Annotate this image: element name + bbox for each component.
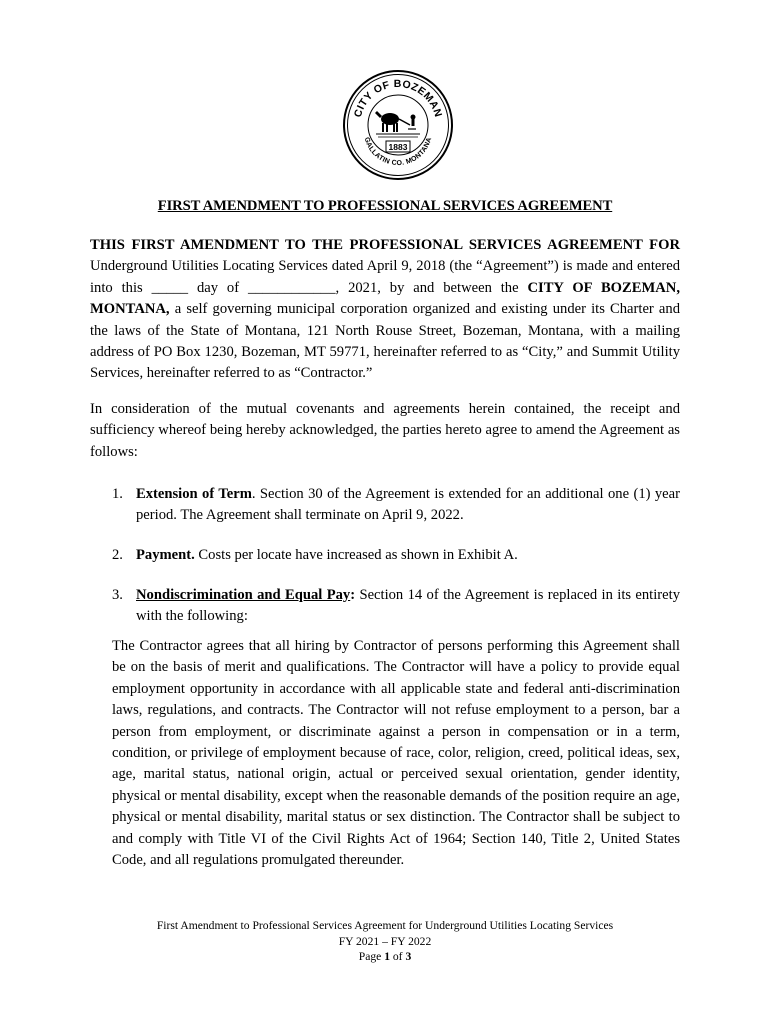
intro-text-2: a self governing municipal corporation organized and existing under its Charter and the laws of the State of Montana, 121 North Rouse Street, Bozeman, Montana, with a mailing address of PO Box 1230, Bozeman, MT 59771, hereinafter referred to as “City,” and Summit Utility Services, hereinafter referred to as “Contractor.” [90,301,680,382]
svg-text:GALLATIN CO. MONTANA: GALLATIN CO. MONTANA [362,136,434,168]
list-item-heading: Payment. [136,547,195,563]
intro-city-name: CITY OF BOZEMAN, MONTANA, [90,279,680,318]
list-number: 1. [112,486,123,502]
svg-text:1883: 1883 [388,142,408,152]
svg-text:CITY OF BOZEMAN: CITY OF BOZEMAN [351,77,445,119]
list-number: 2. [112,547,123,563]
list-item-nondiscrimination [112,585,680,628]
consideration-paragraph: In consideration of the mutual covenants and agreements herein contained, the receipt and sufficiency whereof being hereby acknowledged, the parties hereto agree to amend the Agreement as follows: [90,401,680,460]
intro-paragraph [90,235,680,385]
list-item-colon: : [350,587,356,603]
intro-lead: THIS FIRST AMENDMENT TO THE PROFESSIONAL SERVICES AGREEMENT FOR [90,237,680,253]
page-footer [90,918,680,965]
footer-page-number: Page 1 of 3 [358,950,412,964]
list-item-heading: Nondiscrimination and Equal Pay [136,587,351,603]
list-item-text: Section 14 of the Agreement is replaced in its entirety with the following: [136,587,680,625]
city-seal-logo [342,69,454,181]
intro-text-1: Underground Utilities Locating Services dated April 9, 2018 (the “Agreement”) is made and entered into this _____ day of ____________, 2021, by and between the [90,258,680,296]
footer-fiscal-years: FY 2021 – FY 2022 [338,934,432,948]
list-item-heading: Extension of Term [136,486,252,502]
list-number: 3. [112,587,123,603]
footer-title: First Amendment to Professional Services Agreement for Underground Utilities Locating Services [156,919,614,932]
list-item-payment [112,545,680,566]
list-item-text: Costs per locate have increased as shown in Exhibit A. [194,547,518,563]
list-item-extension [112,484,680,527]
list-item-text: . Section 30 of the Agreement is extended for an additional one (1) year period. The Agreement shall terminate on April 9, 2022. [136,486,681,524]
plow-scene-icon [375,111,420,137]
document-title: FIRST AMENDMENT TO PROFESSIONAL SERVICES AGREEMENT [157,198,613,214]
nondiscrimination-paragraph: The Contractor agrees that all hiring by Contractor of persons performing this Agreement shall be on the basis of merit and qualifications. The Contractor will have a policy to provide equal employment opportunity in accordance with all applicable state and federal anti-discrimination laws, regulations, and contracts. The Contractor will not refuse employment to a person, bar a person from employment, or discriminate against a person in compensation or in a term, condition, or privilege of employment because of race, color, religion, creed, political ideas, sex, age, marital status, national origin, actual or perceived sexual orientation, gender identity, physical or mental disability, except when the reasonable demands of the position require an age, physical or mental disability, marital status or sex distinction. The Contractor shall be subject to and comply with Title VI of the Civil Rights Act of 1964; Section 140, Title 2, United States Code, and all regulations promulgated thereunder. [112,638,680,869]
